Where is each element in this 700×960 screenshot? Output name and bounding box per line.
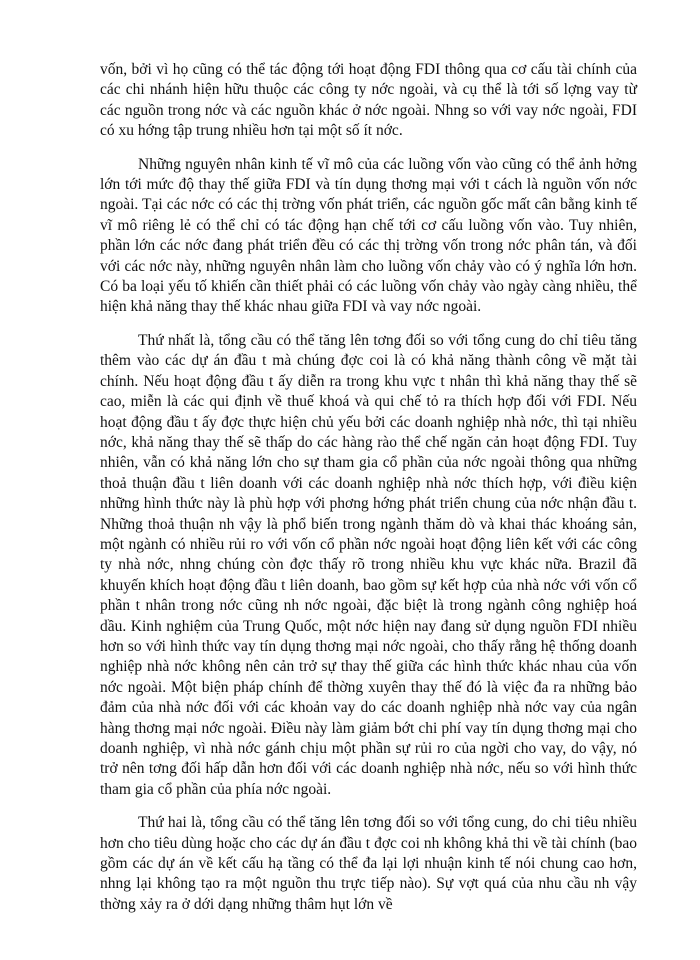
paragraph-second-factor: Thứ hai là, tổng cầu có thể tăng lên tơng đối so với tổng cung, do chi tiêu nhiều hơn cho tiêu dùng hoặc cho các dự án đầu t đợc coi nh không khả thi về tài chính (bao gồm các dự án về kết cấu hạ tầng có thể đa lại lợi nhuận kinh tế nói chung cao hơn, nhng lại không tạo ra một nguồn thu trực tiếp nào). Sự vợt quá của nhu cầu nh vậy thờng xảy ra ở dới dạng những thâm hụt lớn về [100,814,637,913]
paragraph-continuation: vốn, bởi vì họ cũng có thể tác động tới hoạt động FDI thông qua cơ cấu tài chính của các chi nhánh hiện hữu thuộc các công ty nớc ngoài, và cụ thể là tới số lợng vay từ các nguồn trong nớc và các nguồn khác ở nớc ngoài. Nhng so với vay nớc ngoài, FDI có xu hớng tập trung nhiều hơn tại một số ít nớc. [100,61,637,140]
paragraph-macro-causes: Những nguyên nhân kinh tế vĩ mô của các luồng vốn vào cũng có thể ảnh hởng lớn tới mức độ thay thế giữa FDI và tín dụng thơng mại với t cách là nguồn vốn nớc ngoài. Tại các nớc có các thị trờng vốn phát triển, các nguồn gốc mất cân bằng kinh tế vĩ mô riêng lẻ có thể chỉ có tác động hạn chế tới cơ cấu luồng vốn vào. Tuy nhiên, phần lớn các nớc đang phát triển đều có các thị trờng vốn trong nớc phân tán, và đối với các nớc này, những nguyên nhân làm cho luồng vốn chảy vào có ý nghĩa lớn hơn. Có ba loại yếu tố khiến cần thiết phải có các luồng vốn chảy vào ngày càng nhiều, thể hiện khả năng thay thế khác nhau giữa FDI và vay nớc ngoài. [100,155,637,316]
document-page [100,60,637,915]
paragraph-first-factor: Thứ nhất là, tổng cầu có thể tăng lên tơng đối so với tổng cung do chỉ tiêu tăng thêm vào các dự án đầu t mà chúng đợc coi là có khả năng thành công về mặt tài chính. Nếu hoạt động đầu t ấy diễn ra trong khu vực t nhân thì khả năng thay thế sẽ cao, miễn là các qui định về thuế khoá và qui chế tỏ ra thích hợp đối với FDI. Nếu hoạt động đầu t ấy đợc thực hiện chủ yếu bởi các doanh nghiệp nhà nớc, thì tại nhiều nớc, khả năng thay thế sẽ thấp do các hàng rào thể chế ngăn cản hoạt động FDI. Tuy nhiên, vẫn có khả năng lớn cho sự tham gia cổ phần của nớc ngoài thông qua những thoả thuận đầu t liên doanh với các doanh nghiệp nhà nớc thích hợp, với điều kiện những hình thức này là phù hợp với phơng hớng phát triển chung của nớc nhận đầu t. Những thoả thuận nh vậy là phổ biến trong ngành thăm dò và khai thác khoáng sản, một ngành có nhiều rủi ro với vốn cổ phần nớc ngoài hoạt động liên kết với các công ty nhà nớc, nhng chúng còn đợc thấy rõ trong nhiều khu vực khác nữa. Brazil đã khuyến khích hoạt động đầu t liên doanh, bao gồm sự kết hợp của nhà nớc với vốn cổ phần t nhân trong nớc cũng nh nớc ngoài, đặc biệt là trong ngành công nghiệp hoá dầu. Kinh nghiệm của Trung Quốc, một nớc hiện nay đang sử dụng nguồn FDI nhiều hơn so với hình thức vay tín dụng thơng mại nớc ngoài, cho thấy rằng hệ thống doanh nghiệp nhà nớc không nên cản trở sự thay thế giữa các hình thức khác nhau của vốn nớc ngoài. Một biện pháp chính để thờng xuyên thay thế đó là việc đa ra những bảo đảm của nhà nớc đối với các khoản vay do các doanh nghiệp nhà nớc vay của ngân hàng thơng mại nớc ngoài. Điều này làm giảm bớt chi phí vay tín dụng thơng mại cho doanh nghiệp, vì nhà nớc gánh chịu một phần sự rủi ro của ngời cho vay, do vậy, nó trở nên tơng đối hấp dẫn hơn đối với các doanh nghiệp nhà nớc, nếu so với hình thức tham gia cổ phần của phía nớc ngoài. [100,331,637,798]
